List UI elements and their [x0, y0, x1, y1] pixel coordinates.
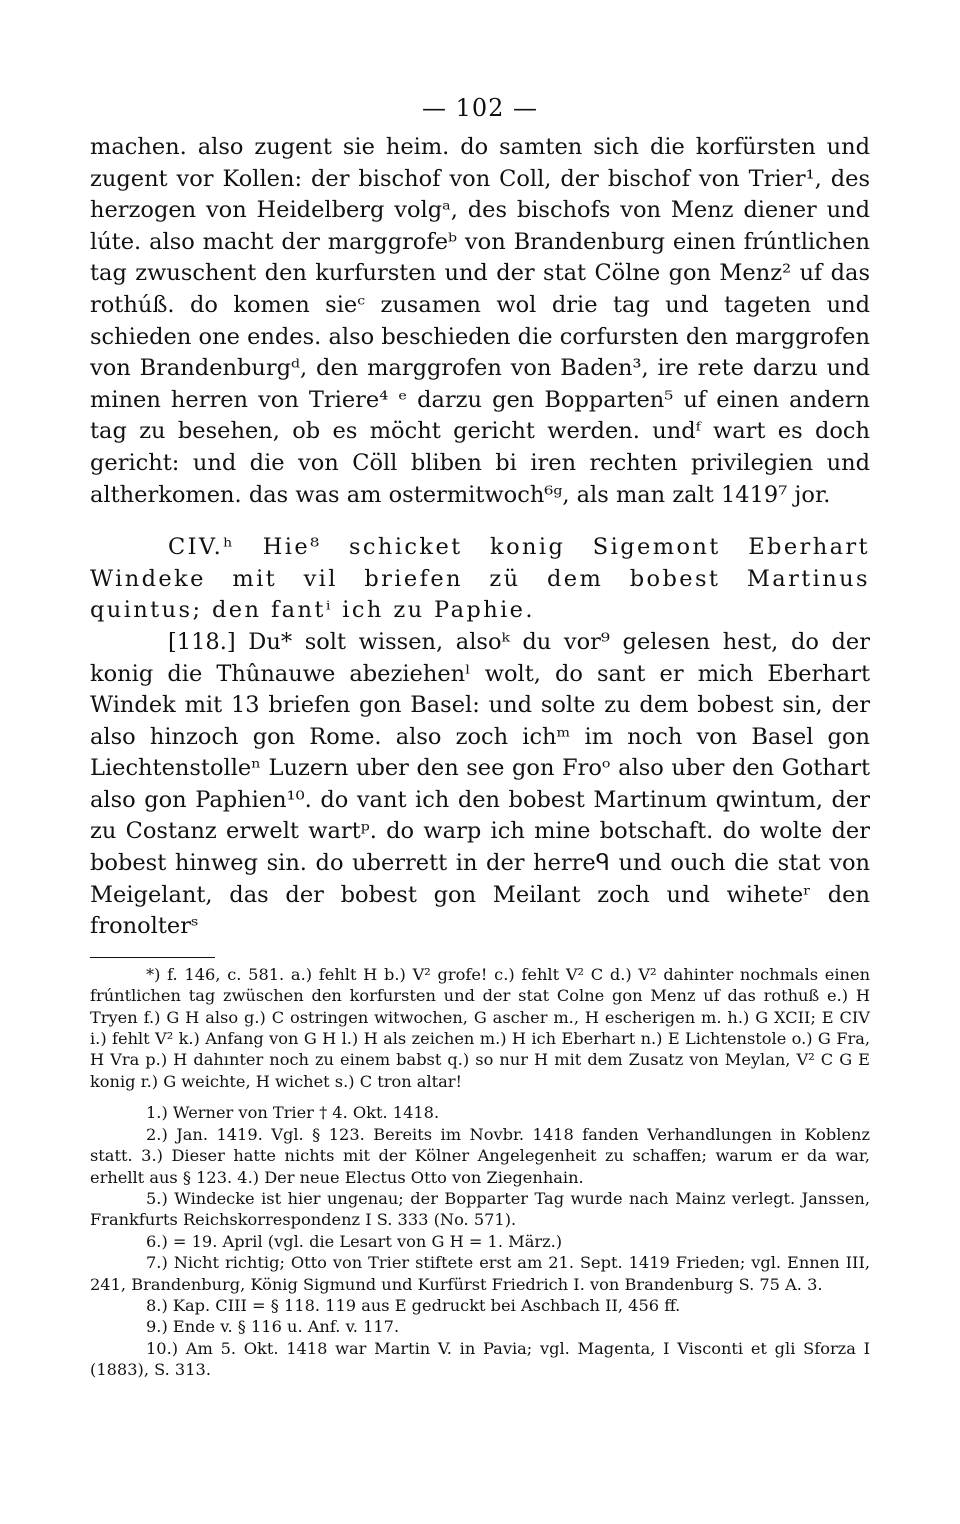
footnote-item: 7.) Nicht richtig; Otto von Trier stiftete erst am 21. Sept. 1419 Frieden; vgl. Ennen III, 241, Brandenburg, König Sigmund und Kurfürst Friedrich I. von Brandenburg S. 75 A. 3.	[90, 1253, 870, 1294]
footnote-item: 8.) Kap. CIII = § 118. 119 aus E gedruckt bei Aschbach II, 456 ff.	[146, 1295, 681, 1315]
footnote-item: 9.) Ende v. § 116 u. Anf. v. 117.	[146, 1317, 400, 1337]
footnotes	[90, 1102, 870, 1380]
footnote-item: 6.) = 19. April (vgl. die Lesart von G H = 1. März.)	[146, 1231, 563, 1251]
footnote-item: 2.) Jan. 1419. Vgl. § 123. Bereits im Novbr. 1418 fanden Verhandlungen in Koblenz statt. 3.) Dieser hatte nichts mit der Kölner Angelegenheit zu schaffen; warum er da war, erhellt aus § 123. 4.) Der neue Electus Otto von Ziegenhain.	[90, 1124, 870, 1187]
footnote-separator	[90, 957, 215, 958]
page-number: — 102 —	[421, 94, 539, 122]
document-page	[90, 94, 870, 1381]
textual-notes	[90, 964, 870, 1092]
footnote-item: 5.) Windecke ist hier ungenau; der Bopparter Tag wurde nach Mainz verlegt. Janssen, Frankfurts Reichskorrespondenz I S. 333 (No. 571).	[90, 1188, 870, 1230]
footnote-item: 1.) Werner von Trier † 4. Okt. 1418.	[146, 1103, 440, 1123]
variant-readings: *) f. 146, c. 581. a.) fehlt H b.) V² grofe! c.) fehlt V² C d.) V² dahinter nochmals einen frúntlichen tag zwüschen den korfursten und der stat Colne gon Menz uf das rothuß e.) H Tryen f.) G H also g.) C ostringen witwochen, G ascher m., H escherigen m. h.) G XCII; E CIV i.) fehlt V² k.) Anfang von G H l.) H als zeichen m.) H ich Eberhart n.) E Lichtenstole o.) G Fra, H Vra p.) H dahınter noch zu einem babst q.) so nur H mit dem Zusatz von Meylan, V² C G E konig r.) G weichte, H wichet s.) C tron altar!	[90, 964, 870, 1091]
paragraph-1: machen. also zugent sie heim. do samten sich die korfürsten und zugent vor Kollen: der bischof von Coll, der bischof von Trier¹, des herzogen von Heidelberg volgᵃ, des bischofs von Menz diener und lúte. also macht der marggrofeᵇ von Brandenburg einen frúntlichen tag zwuschent den kurfursten und der stat Cölne gon Menz² uf das rothúß. do komen sieᶜ zusamen wol drie tag und tageten und schieden one endes. also beschieden die corfursten den marggrofen von Brandenburgᵈ, den marggrofen von Baden³, ire rete darzu und minen herren von Triere⁴ ᵉ darzu gen Bopparten⁵ uf einen andern tag zu besehen, ob es möcht gericht werden. undᶠ wart es doch gericht: und die von Cöll bliben bi iren rechten privilegien und altherkomen. das was am ostermitwoch⁶ᵍ, als man zalt 1419⁷ jor.	[90, 134, 870, 508]
footnote-item: 10.) Am 5. Okt. 1418 war Martin V. in Pavia; vgl. Magenta, I Visconti et gli Sforza I (1883), S. 313.	[90, 1338, 870, 1380]
chapter-heading: CIV.ʰ Hie⁸ schicket konig Sigemont Eberhart Windeke mit vil briefen zü dem bobest Martinus quintus; den fantⁱ ich zu Paphie.	[90, 534, 870, 624]
paragraph-2: [118.] Du* solt wissen, alsoᵏ du vor⁹ gelesen hest, do der konig die Thûnauwe abeziehenˡ wolt, do sant er mich Eberhart Windek mit 13 briefen gon Basel: und solte zu dem bobest sin, der also hinzoch gon Rome. also zoch ichᵐ im noch von Basel gon Liechtenstolleⁿ Luzern uber den see gon Froᵒ also uber den Gothart also gon Paphien¹⁰. do vant ich den bobest Martinum qwintum, der zu Costanz erwelt wartᵖ. do warp ich mine botschaft. do wolte der bobest hinweg sin. do uberrett in der herreᑫ und ouch die stat von Meigelant, das der bobest gon Meilant zoch und wiheteʳ den fronolterˢ	[90, 628, 870, 940]
main-text	[90, 132, 870, 943]
